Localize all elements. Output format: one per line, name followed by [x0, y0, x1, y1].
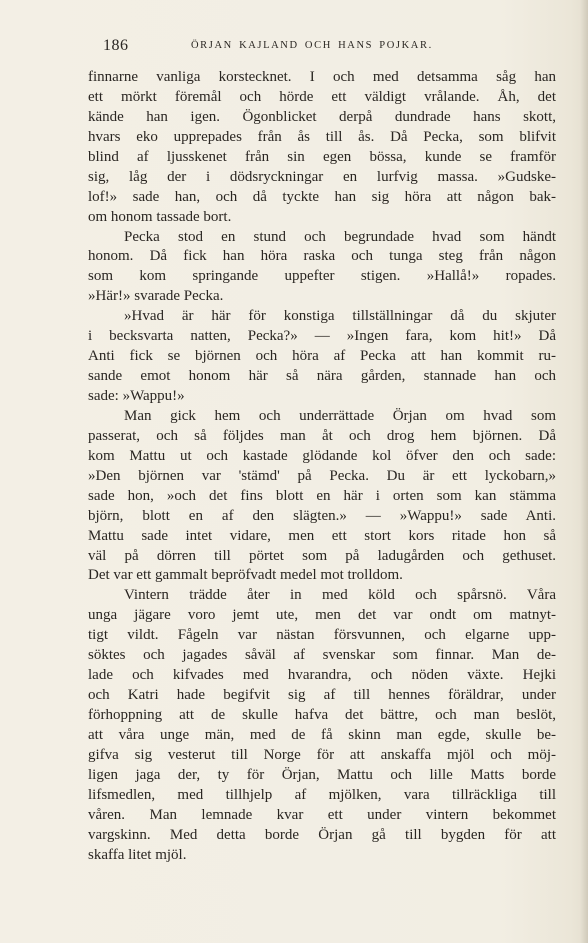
text-line: honom. Då fick han höra raska och tunga steg från någon	[88, 248, 556, 265]
text-line: passerat, och så följdes man åt och drog hem björnen. Då	[88, 427, 556, 444]
text-line: hvars eko upprepades från ås till ås. Då Pecka, som blifvit	[88, 128, 556, 145]
text-line: skaffa litet mjöl.	[88, 846, 187, 863]
text-line: ett mörkt föremål och hörde ett väldigt vrålande. Åh, det	[88, 88, 556, 105]
text-line: »Den björnen var 'stämd' på Pecka. Du är ett lyckobarn,»	[88, 467, 556, 484]
text-line: sade hon, »och det fins blott en här i orten som kan stämma	[88, 487, 556, 504]
text-line: sig, låg der i dödsryckningar en lurfvig massa. »Gudske-	[88, 168, 556, 185]
text-line: Mattu sade intet vidare, men ett stort kors ritade hon så	[88, 527, 556, 544]
text-line: unga jägare voro jemt ute, men det var ondt om matnyt-	[88, 607, 556, 624]
text-line: Det var ett gammalt bepröfvadt medel mot trolldom.	[88, 567, 403, 584]
text-line: lifsmedlen, med tillhjelp af mjölken, vara tillräckliga till	[88, 786, 556, 803]
text-line: om honom tassade bort.	[88, 208, 232, 225]
text-line: »Hvad är här för konstiga tillställningar då du skjuter	[124, 308, 556, 325]
page-edge-shadow	[580, 0, 588, 943]
text-line: kom Mattu ut och kastade glödande kol öfver den och sade:	[88, 447, 556, 464]
text-line: tigt vildt. Fågeln var nästan försvunnen, och elgarne upp-	[88, 627, 556, 644]
text-line: sande emot honom här så nära gården, stannade han och	[88, 368, 556, 385]
text-line: lade och kifvades med hvarandra, och nöden växte. Hejki	[88, 667, 556, 684]
text-line: väl på dörren till pörtet som på ladugården och gethuset.	[88, 547, 556, 564]
text-line: i becksvarta natten, Pecka?» — »Ingen fara, kom hit!» Då	[88, 328, 556, 345]
text-line: som kom springande uppefter stigen. »Hallå!» ropades.	[88, 268, 556, 285]
text-line: Man gick hem och underrättade Örjan om hvad som	[124, 407, 556, 424]
text-line: sade: »Wappu!»	[88, 388, 185, 404]
text-line: och Katri hade begifvit sig af till hennes föräldrar, under	[88, 687, 556, 704]
text-line: ligen jaga der, ty för Örjan, Mattu och lille Matts borde	[88, 766, 556, 783]
text-line: kände han igen. Ögonblicket derpå dundrade hans skott,	[88, 108, 556, 125]
body-text	[88, 68, 556, 866]
text-line: våren. Man lemnade kvar ett under vintern bekommet	[88, 806, 556, 823]
text-line: finnarne vanliga korstecknet. I och med detsamma såg han	[88, 69, 556, 85]
text-line: vargskinn. Med detta borde Örjan gå till bygden för att	[88, 826, 556, 843]
text-line: Pecka stod en stund och begrundade hvad som händt	[124, 228, 556, 245]
text-line: söktes och jagades såväl af svenskar som finnar. Man de-	[88, 647, 556, 664]
text-line: lof!» sade han, och då tyckte han sig höra att någon bak-	[88, 188, 556, 205]
text-line: Anti fick se björnen och höra af Pecka att han kommit ru-	[88, 348, 556, 365]
text-line: att våra unge män, med de få skinn man egde, skulle be-	[88, 726, 556, 743]
text-line: »Här!» svarade Pecka.	[88, 288, 224, 305]
text-line: blind af ljusskenet från sin egen bössa, kunde se framför	[88, 148, 556, 165]
text-line: Vintern trädde åter in med köld och spårsnö. Våra	[124, 587, 556, 604]
text-line: björn, blott en af den slägten.» — »Wappu!» sade Anti.	[88, 507, 556, 524]
text-line: gifva sig vesterut till Norge för att anskaffa mjöl och möj-	[88, 746, 556, 763]
running-header	[103, 37, 555, 57]
page-number: 186	[103, 37, 129, 54]
text-line: förhoppning att de skulle hafva det bättre, och man beslöt,	[88, 707, 556, 723]
running-title: ÖRJAN KAJLAND OCH HANS POJKAR.	[191, 40, 433, 51]
